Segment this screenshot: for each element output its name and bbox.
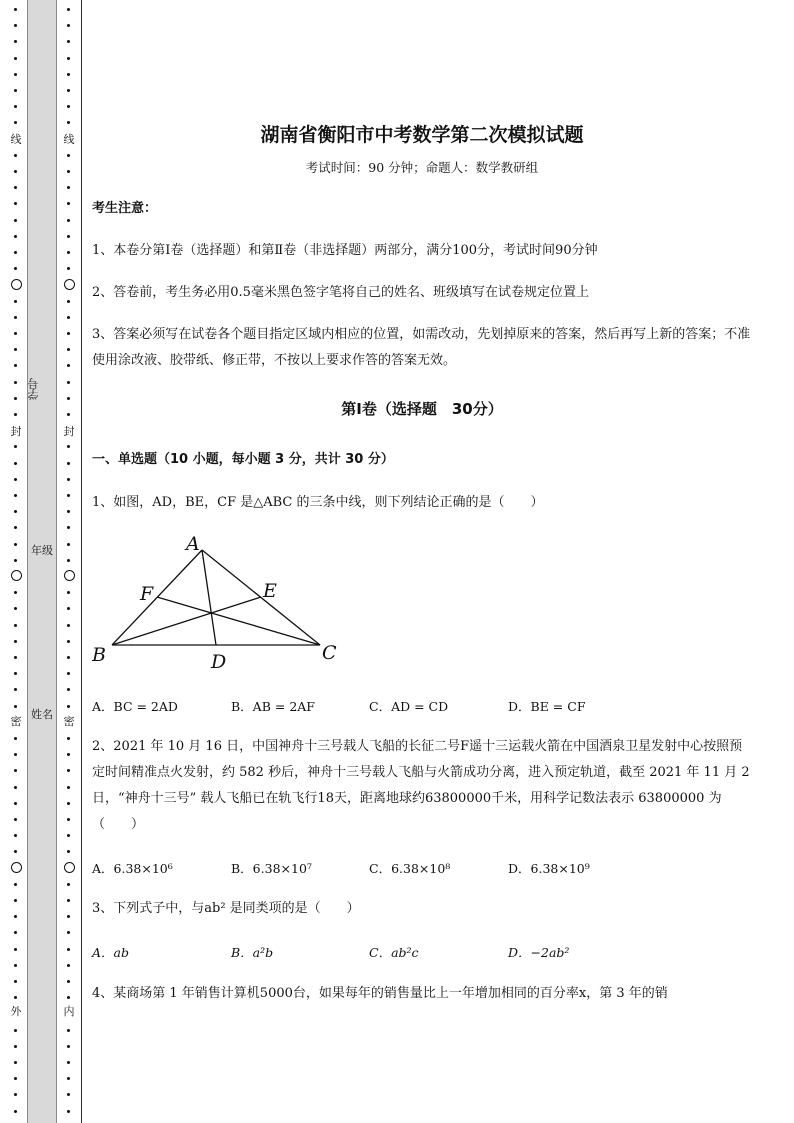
binding-dot bbox=[67, 332, 70, 335]
seal-label: 封 bbox=[63, 425, 75, 438]
point-label-f: F bbox=[140, 583, 154, 605]
point-label-e: E bbox=[263, 580, 277, 602]
binding-dot bbox=[14, 769, 17, 772]
binding-dot bbox=[14, 494, 17, 497]
binding-dot bbox=[14, 948, 17, 951]
binding-dot bbox=[67, 170, 70, 173]
binding-dot bbox=[67, 235, 70, 238]
binding-dot bbox=[67, 300, 70, 303]
cut-line-label: 线 bbox=[63, 133, 75, 146]
question-stem: 2、2021 年 10 月 16 日，中国神舟十三号载人飞船的长征二号F遥十三运载火箭在中国酒泉卫星发射中心按照预定时间精准点火发射，约 582 秒后，神舟十三号载人飞船与火箭成功分离，进入预定轨道，截至 2021 年 11 月 2 日，“神舟十三号” 载人飞船已在轨飞行18天，距离地球约63800000千米，用科学记数法表示 63800000 为（ ） bbox=[92, 739, 750, 832]
binding-dot bbox=[14, 89, 17, 92]
binding-dot bbox=[14, 105, 17, 108]
binding-dot bbox=[67, 364, 70, 367]
binding-dot bbox=[67, 883, 70, 886]
binding-dot bbox=[67, 494, 70, 497]
binding-dot bbox=[67, 931, 70, 934]
option-c[interactable]: C．6.38×10⁸ bbox=[369, 861, 451, 876]
binding-line bbox=[81, 0, 82, 1123]
binding-dot bbox=[14, 1029, 17, 1032]
binding-dot bbox=[14, 640, 17, 643]
secret-label: 密 bbox=[63, 715, 75, 728]
binding-dot bbox=[14, 364, 17, 367]
binding-dot bbox=[67, 526, 70, 529]
binding-dot bbox=[67, 786, 70, 789]
binding-dot bbox=[14, 802, 17, 805]
binding-dot bbox=[67, 1077, 70, 1080]
binding-dot bbox=[14, 915, 17, 918]
binding-dot bbox=[14, 786, 17, 789]
notice-item: 1、本卷分第Ⅰ卷（选择题）和第Ⅱ卷（非选择题）两部分，满分100分，考试时间90分钟 bbox=[92, 243, 598, 258]
binding-dot bbox=[14, 235, 17, 238]
binding-dot bbox=[14, 672, 17, 675]
question-stem: 4、某商场第 1 年销售计算机5000台，如果每年的销售量比上一年增加相同的百分率x，第 3 年的销 bbox=[92, 986, 668, 1001]
binding-margin bbox=[0, 0, 84, 1123]
binding-dot bbox=[14, 1077, 17, 1080]
binding-dot bbox=[67, 737, 70, 740]
section-title: 第Ⅰ卷（选择题 30分） bbox=[341, 400, 503, 418]
cut-circle bbox=[64, 279, 75, 290]
binding-dot bbox=[67, 73, 70, 76]
binding-dot bbox=[67, 1061, 70, 1064]
binding-dot bbox=[67, 834, 70, 837]
binding-dot bbox=[14, 57, 17, 60]
name-field-label: 姓名 bbox=[31, 708, 53, 721]
binding-dot bbox=[14, 40, 17, 43]
binding-dot bbox=[67, 251, 70, 254]
binding-dot bbox=[67, 57, 70, 60]
binding-dot bbox=[67, 478, 70, 481]
binding-dot bbox=[14, 510, 17, 513]
cut-circle bbox=[11, 570, 22, 581]
student-info-band bbox=[27, 0, 57, 1123]
binding-dot bbox=[14, 413, 17, 416]
binding-dot bbox=[67, 656, 70, 659]
outer-label: 外 bbox=[10, 1005, 22, 1018]
option-b[interactable]: B．6.38×10⁷ bbox=[231, 861, 312, 876]
binding-dot bbox=[67, 802, 70, 805]
binding-dot bbox=[67, 267, 70, 270]
binding-dot bbox=[67, 105, 70, 108]
left-dotted-line bbox=[10, 0, 22, 1123]
binding-dot bbox=[67, 445, 70, 448]
binding-dot bbox=[67, 219, 70, 222]
binding-dot bbox=[67, 899, 70, 902]
binding-dot bbox=[14, 251, 17, 254]
grade-field-label: 年级 bbox=[31, 544, 53, 557]
binding-dot bbox=[67, 40, 70, 43]
binding-dot bbox=[67, 316, 70, 319]
binding-dot bbox=[14, 154, 17, 157]
cut-circle bbox=[64, 862, 75, 873]
binding-dot bbox=[67, 186, 70, 189]
binding-dot bbox=[14, 478, 17, 481]
binding-dot bbox=[14, 121, 17, 124]
binding-dot bbox=[67, 915, 70, 918]
binding-dot bbox=[67, 705, 70, 708]
binding-dot bbox=[67, 462, 70, 465]
binding-dot bbox=[14, 607, 17, 610]
vertex-label-c: C bbox=[322, 642, 337, 664]
binding-dot bbox=[67, 154, 70, 157]
binding-dot bbox=[67, 89, 70, 92]
option-b[interactable]: B．a²b bbox=[231, 945, 274, 960]
binding-dot bbox=[14, 624, 17, 627]
exam-title: 湖南省衡阳市中考数学第二次模拟试题 bbox=[260, 124, 584, 146]
binding-dot bbox=[14, 348, 17, 351]
option-a[interactable]: A．6.38×10⁶ bbox=[92, 861, 173, 876]
binding-dot bbox=[14, 445, 17, 448]
seal-label: 封 bbox=[10, 425, 22, 438]
option-b[interactable]: B．AB = 2AF bbox=[231, 699, 315, 714]
binding-dot bbox=[67, 1093, 70, 1096]
binding-dot bbox=[67, 591, 70, 594]
point-label-d: D bbox=[211, 651, 227, 673]
cut-circle bbox=[64, 570, 75, 581]
binding-dot bbox=[14, 219, 17, 222]
binding-dot bbox=[14, 818, 17, 821]
secret-label: 密 bbox=[10, 715, 22, 728]
exam-subtitle: 考试时间：90 分钟；命题人：数学教研组 bbox=[305, 160, 539, 175]
question-stem: 3、下列式子中，与ab² 是同类项的是（ ） bbox=[92, 901, 360, 916]
binding-dot bbox=[67, 753, 70, 756]
part-heading: 一、单选题（10 小题，每小题 3 分，共计 30 分） bbox=[92, 452, 394, 467]
binding-dot bbox=[14, 688, 17, 691]
binding-dot bbox=[67, 121, 70, 124]
binding-dot bbox=[14, 267, 17, 270]
binding-dot bbox=[67, 980, 70, 983]
inner-label: 内 bbox=[63, 1005, 75, 1018]
right-dotted-line bbox=[63, 0, 75, 1123]
question-stem: 1、如图，AD，BE，CF 是△ABC 的三条中线，则下列结论正确的是（ ） bbox=[92, 495, 544, 510]
notice-item: 2、答卷前，考生务必用0.5毫米黑色签字笔将自己的姓名、班级填写在试卷规定位置上 bbox=[92, 285, 589, 300]
binding-dot bbox=[14, 899, 17, 902]
binding-dot bbox=[14, 73, 17, 76]
binding-dot bbox=[14, 543, 17, 546]
binding-dot bbox=[14, 24, 17, 27]
binding-dot bbox=[14, 591, 17, 594]
binding-dot bbox=[67, 1110, 70, 1113]
binding-dot bbox=[67, 24, 70, 27]
binding-dot bbox=[14, 996, 17, 999]
binding-dot bbox=[14, 1110, 17, 1113]
binding-dot bbox=[67, 640, 70, 643]
binding-dot bbox=[14, 964, 17, 967]
binding-dot bbox=[67, 964, 70, 967]
option-d[interactable]: D．6.38×10⁹ bbox=[508, 861, 590, 876]
binding-dot bbox=[67, 202, 70, 205]
option-d[interactable]: D．BE = CF bbox=[508, 699, 586, 714]
option-a[interactable]: A．ab bbox=[92, 945, 129, 960]
option-a[interactable]: A．BC = 2AD bbox=[92, 699, 178, 714]
option-c[interactable]: C．ab²c bbox=[369, 945, 419, 960]
student-id-field-label: 学号 bbox=[27, 378, 40, 400]
binding-dot bbox=[14, 462, 17, 465]
binding-dot bbox=[14, 332, 17, 335]
binding-dot bbox=[14, 980, 17, 983]
binding-dot bbox=[14, 559, 17, 562]
binding-dot bbox=[14, 170, 17, 173]
option-d[interactable]: D．−2ab² bbox=[508, 945, 570, 960]
binding-dot bbox=[67, 348, 70, 351]
binding-dot bbox=[67, 397, 70, 400]
binding-dot bbox=[14, 381, 17, 384]
binding-dot bbox=[14, 316, 17, 319]
binding-dot bbox=[14, 397, 17, 400]
binding-dot bbox=[14, 753, 17, 756]
binding-dot bbox=[14, 1061, 17, 1064]
binding-dot bbox=[67, 1029, 70, 1032]
binding-dot bbox=[14, 834, 17, 837]
notice-heading: 考生注意： bbox=[92, 201, 158, 216]
triangle-figure bbox=[92, 530, 352, 675]
binding-dot bbox=[67, 8, 70, 11]
median-ad bbox=[202, 550, 216, 645]
binding-dot bbox=[14, 8, 17, 11]
binding-dot bbox=[67, 559, 70, 562]
binding-dot bbox=[67, 672, 70, 675]
binding-dot bbox=[67, 818, 70, 821]
binding-dot bbox=[14, 737, 17, 740]
binding-dot bbox=[67, 1045, 70, 1048]
vertex-label-a: A bbox=[186, 533, 200, 555]
binding-dot bbox=[14, 202, 17, 205]
binding-dot bbox=[67, 688, 70, 691]
binding-dot bbox=[67, 624, 70, 627]
binding-dot bbox=[14, 705, 17, 708]
binding-dot bbox=[67, 769, 70, 772]
cut-circle bbox=[11, 279, 22, 290]
binding-dot bbox=[14, 1093, 17, 1096]
binding-dot bbox=[14, 656, 17, 659]
binding-dot bbox=[67, 948, 70, 951]
binding-dot bbox=[14, 883, 17, 886]
option-c[interactable]: C．AD = CD bbox=[369, 699, 449, 714]
binding-dot bbox=[67, 543, 70, 546]
binding-dot bbox=[67, 607, 70, 610]
binding-dot bbox=[67, 850, 70, 853]
binding-dot bbox=[14, 931, 17, 934]
cut-circle bbox=[11, 862, 22, 873]
binding-dot bbox=[14, 850, 17, 853]
notice-item: 3、答案必须写在试卷各个题目指定区域内相应的位置，如需改动，先划掉原来的答案，然后再写上新的答案；不准使用涂改液、胶带纸、修正带，不按以上要求作答的答案无效。 bbox=[92, 327, 751, 368]
binding-dot bbox=[14, 186, 17, 189]
binding-dot bbox=[67, 510, 70, 513]
vertex-label-b: B bbox=[92, 644, 106, 666]
binding-dot bbox=[14, 1045, 17, 1048]
cut-line-label: 线 bbox=[10, 133, 22, 146]
binding-dot bbox=[67, 381, 70, 384]
binding-dot bbox=[67, 413, 70, 416]
binding-dot bbox=[14, 300, 17, 303]
binding-dot bbox=[67, 996, 70, 999]
binding-dot bbox=[14, 526, 17, 529]
